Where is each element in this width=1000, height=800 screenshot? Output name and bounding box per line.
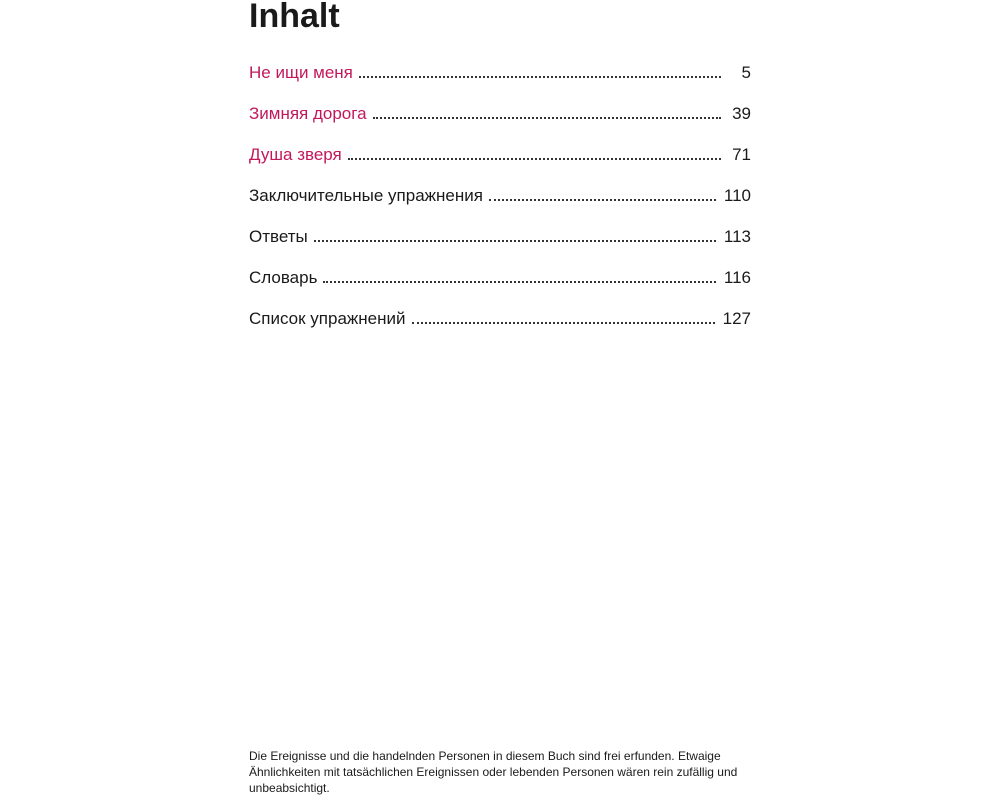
table-of-contents: [249, 60, 751, 347]
toc-entry-page: 71: [732, 145, 751, 164]
toc-leader-dots: [373, 117, 721, 119]
toc-entry[interactable]: [249, 183, 751, 224]
toc-entry[interactable]: [249, 265, 751, 306]
toc-leader-dots: [348, 158, 721, 160]
toc-entry[interactable]: [249, 306, 751, 347]
toc-entry-label: Заключительные упражнения: [249, 186, 483, 205]
toc-entry-page: 110: [723, 186, 751, 205]
toc-entry-page: 5: [741, 63, 751, 82]
toc-entry-label: Зимняя дорога: [249, 104, 367, 123]
toc-entry-label: Словарь: [249, 268, 318, 287]
toc-entry-page: 116: [723, 268, 751, 287]
toc-entry-page: 127: [722, 309, 751, 328]
toc-entry-label: Список упражнений: [249, 309, 406, 328]
toc-leader-dots: [359, 76, 721, 78]
toc-entry-label: Душа зверя: [249, 145, 342, 164]
toc-entry[interactable]: [249, 142, 751, 183]
toc-entry[interactable]: [249, 60, 751, 101]
toc-leader-dots: [489, 199, 716, 201]
toc-leader-dots: [323, 281, 715, 283]
toc-entry-label: Ответы: [249, 227, 308, 246]
toc-entry[interactable]: [249, 101, 751, 142]
page-title: Inhalt: [249, 0, 340, 35]
toc-entry[interactable]: [249, 224, 751, 265]
toc-leader-dots: [314, 240, 716, 242]
toc-entry-page: 39: [732, 104, 751, 123]
disclaimer-footnote: Die Ereignisse und die handelnden Personen in diesem Buch sind frei erfunden. Etwaige Ähnlichkeiten mit tatsächlichen Ereignissen oder lebenden Personen wären rein zufällig und unbeabsichtigt.: [249, 749, 738, 795]
toc-entry-page: 113: [723, 227, 751, 246]
toc-leader-dots: [412, 322, 715, 324]
toc-entry-label: Не ищи меня: [249, 63, 353, 82]
document-page: [249, 0, 751, 800]
